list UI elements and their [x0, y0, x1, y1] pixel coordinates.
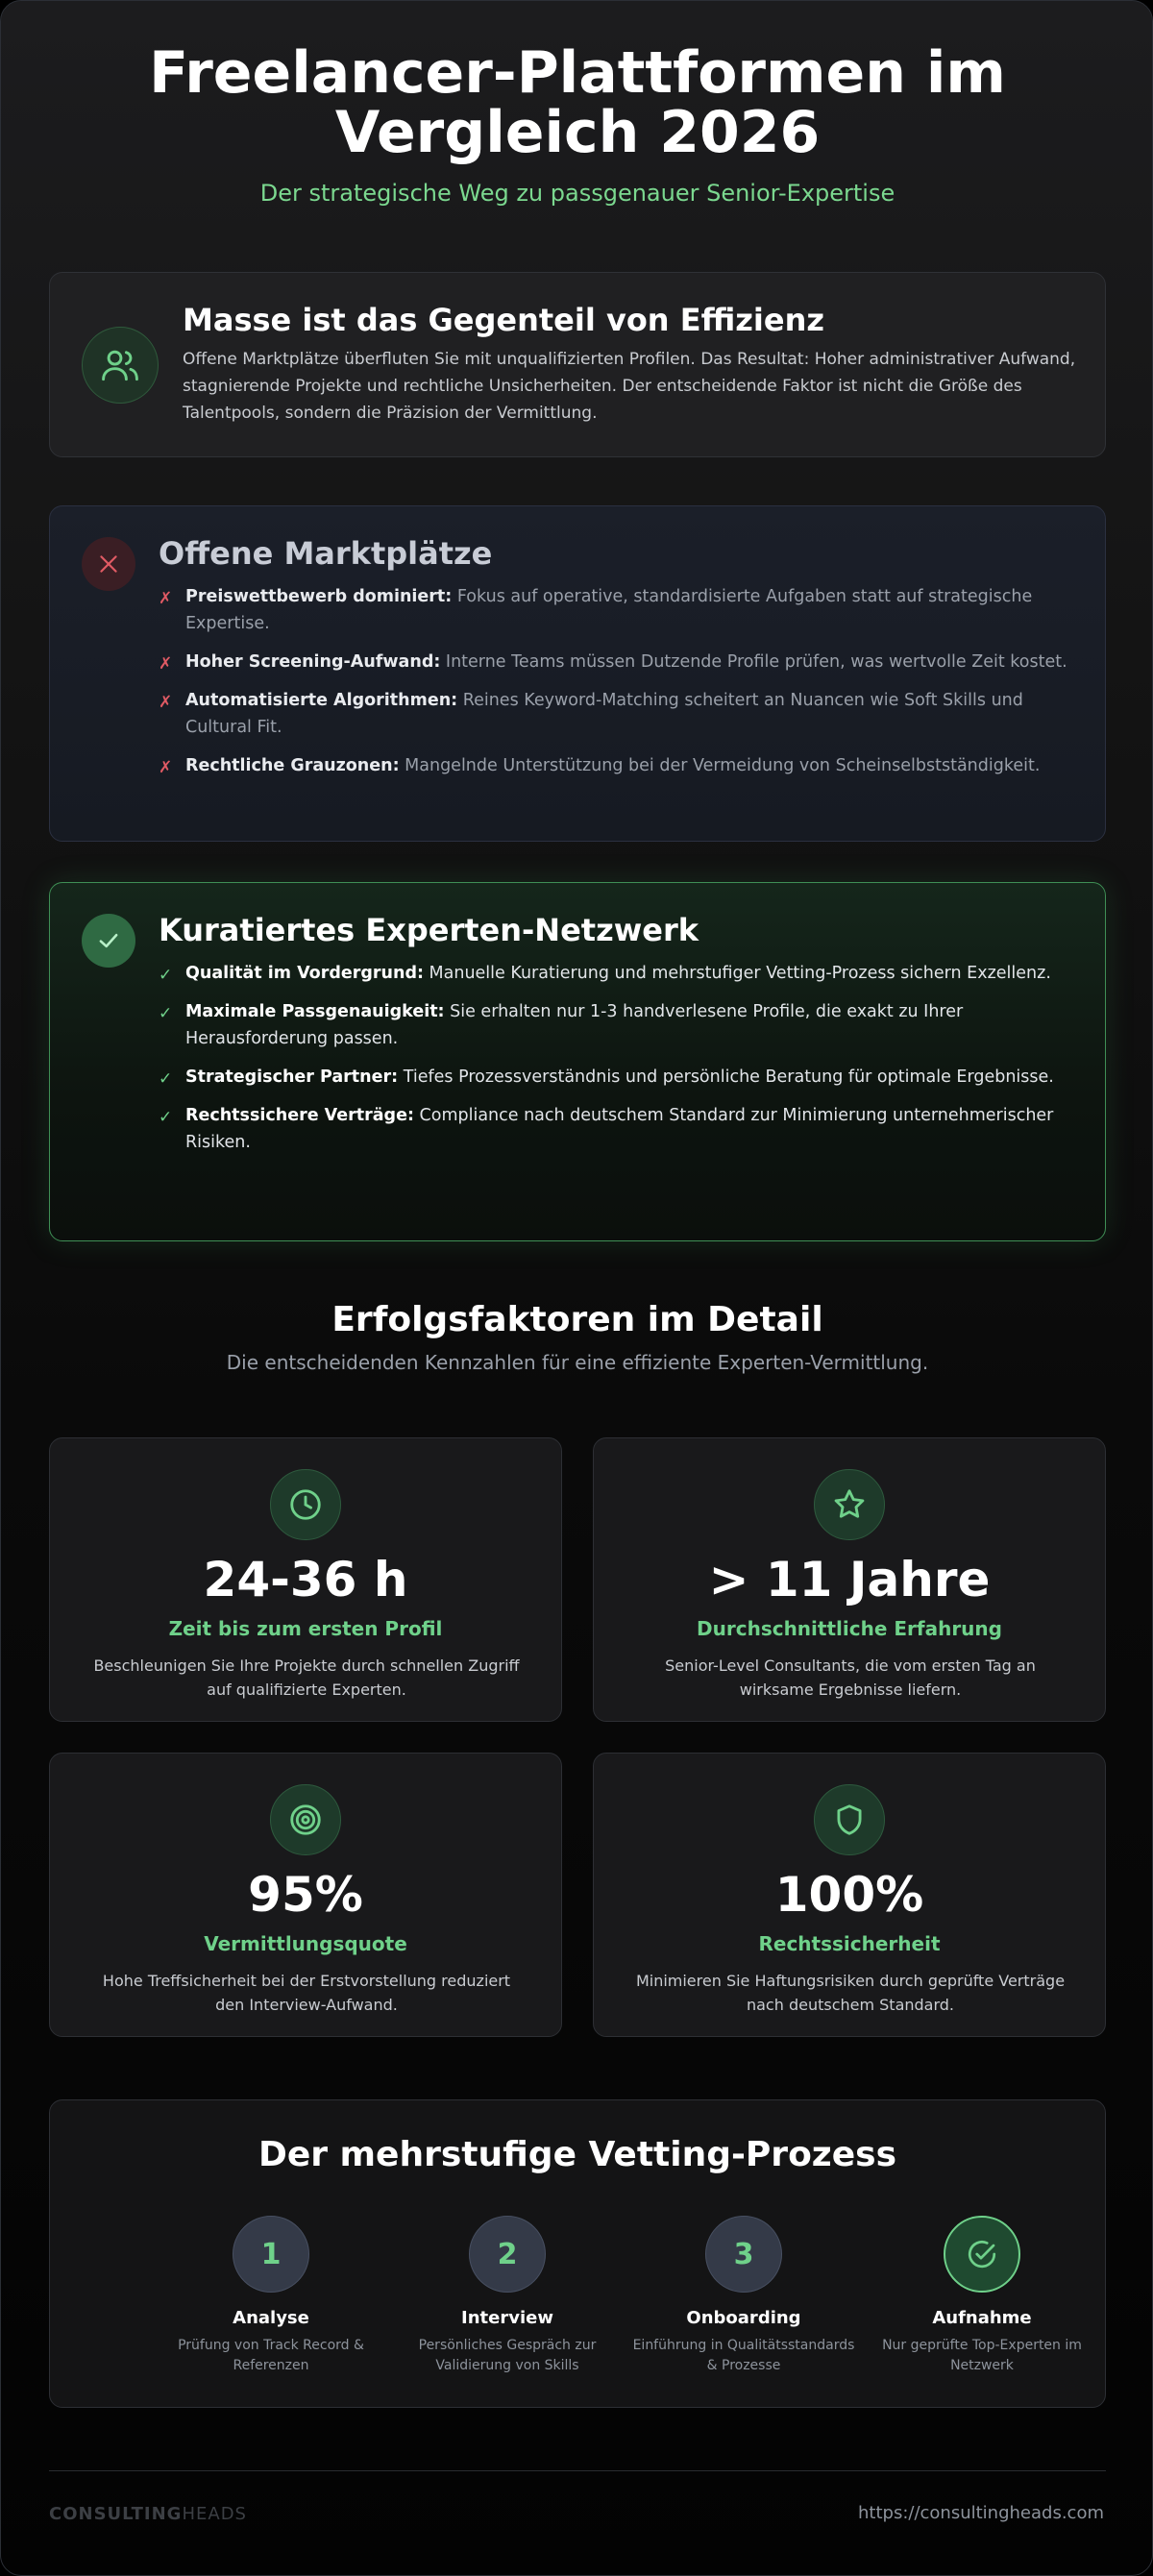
step-number: 2 — [469, 2216, 546, 2293]
stat-label: Rechtssicherheit — [758, 1932, 941, 1955]
list-item: ✓ Rechtssichere Verträge: Compliance nach deutschem Standard zur Minimierung unternehmerischer Risiken. — [159, 1106, 1054, 1152]
list-item: ✓ Maximale Passgenauigkeit: Sie erhalten nur 1-3 handverlesene Profile, die exakt zu Ihrer Herausforderung passen. — [159, 1002, 964, 1048]
footer-url-link[interactable]: https://consultingheads.com — [858, 2503, 1104, 2523]
users-icon — [82, 327, 159, 404]
stat-description: Senior-Level Consultants, die vom ersten Tag an wirksame Ergebnisse liefern. — [665, 1656, 1036, 1699]
intro-card — [49, 272, 1106, 457]
step-description: Persönliches Gespräch zur Validierung von Skills — [418, 2338, 597, 2373]
x-icon — [82, 537, 135, 591]
step-name: Interview — [461, 2308, 553, 2328]
vetting-process-card — [49, 2099, 1106, 2408]
step-name: Aufnahme — [932, 2308, 1032, 2328]
stat-description: Minimieren Sie Haftungsrisiken durch geprüfte Verträge nach deutschem Standard. — [635, 1972, 1066, 2014]
page-title: Freelancer-Plattformen im Vergleich 2026 — [149, 39, 1006, 166]
check-mark-icon: ✓ — [159, 1004, 173, 1023]
check-badge-icon — [944, 2216, 1020, 2293]
cross-mark-icon: ✗ — [159, 758, 173, 777]
stat-card-experience — [593, 1437, 1106, 1722]
stat-value: > 11 Jahre — [708, 1552, 991, 1607]
stat-label: Durchschnittliche Erfahrung — [697, 1617, 1002, 1640]
open-market-heading: Offene Marktplätze — [159, 535, 493, 572]
curated-network-card — [49, 882, 1106, 1241]
stat-description: Hohe Treffsicherheit bei der Erstvorstellung reduziert den Interview-Aufwand. — [102, 1972, 511, 2014]
process-heading: Der mehrstufige Vetting-Prozess — [258, 2135, 897, 2174]
list-item: ✓ Strategischer Partner: Tiefes Prozessverständnis und persönliche Beratung für optimale Ergebnisse. — [159, 1064, 1081, 1091]
process-step-analyse — [156, 2216, 386, 2376]
process-step-onboarding — [628, 2216, 859, 2376]
page-subtitle: Der strategische Weg zu passgenauer Senior-Expertise — [259, 180, 895, 207]
list-item: ✗ Automatisierte Algorithmen: Reines Keyword-Matching scheitert an Nuancen wie Soft Skills und Cultural Fit. — [159, 691, 1023, 737]
check-icon — [82, 914, 135, 968]
stat-description: Beschleunigen Sie Ihre Projekte durch schnellen Zugriff auf qualifizierte Experten. — [93, 1656, 520, 1699]
footer-divider — [49, 2470, 1106, 2471]
step-number: 3 — [705, 2216, 782, 2293]
step-number: 1 — [233, 2216, 309, 2293]
cross-mark-icon: ✗ — [159, 589, 173, 608]
process-step-aufnahme — [867, 2216, 1097, 2376]
step-description: Prüfung von Track Record & Referenzen — [178, 2338, 364, 2373]
check-mark-icon: ✓ — [159, 966, 173, 985]
process-step-interview — [392, 2216, 623, 2376]
intro-heading: Masse ist das Gegenteil von Effizienz — [183, 302, 824, 338]
curated-list — [159, 960, 1081, 1167]
check-mark-icon: ✓ — [159, 1069, 173, 1089]
list-item: ✓ Qualität im Vordergrund: Manuelle Kuratierung und mehrstufiger Vetting-Prozess sichern Exzellenz. — [159, 960, 1081, 987]
factors-heading: Erfolgsfaktoren im Detail — [331, 1300, 823, 1339]
star-icon — [814, 1469, 885, 1540]
check-mark-icon: ✓ — [159, 1108, 173, 1127]
step-description: Nur geprüfte Top-Experten im Netzwerk — [882, 2338, 1082, 2373]
factors-subheading: Die entscheidenden Kennzahlen für eine effiziente Experten-Vermittlung. — [226, 1351, 929, 1374]
cross-mark-icon: ✗ — [159, 693, 173, 712]
stat-card-time — [49, 1437, 562, 1722]
list-item: ✗ Preiswettbewerb dominiert: Fokus auf operative, standardisierte Aufgaben statt auf strategische Expertise. — [159, 587, 1033, 633]
stat-card-placement-rate — [49, 1753, 562, 2037]
footer-logo: CONSULTINGHEADS — [49, 2504, 247, 2524]
cross-mark-icon: ✗ — [159, 654, 173, 674]
stat-value: 24-36 h — [203, 1552, 408, 1607]
stat-label: Vermittlungsquote — [204, 1932, 407, 1955]
stat-card-legal-security — [593, 1753, 1106, 2037]
stat-value: 100% — [774, 1867, 924, 1923]
clock-icon — [270, 1469, 341, 1540]
step-name: Onboarding — [686, 2308, 801, 2328]
stat-value: 95% — [248, 1867, 363, 1923]
step-name: Analyse — [233, 2308, 309, 2328]
step-description: Einführung in Qualitätsstandards & Prozesse — [632, 2338, 855, 2373]
curated-heading: Kuratiertes Experten-Netzwerk — [159, 912, 699, 948]
stat-label: Zeit bis zum ersten Profil — [168, 1617, 443, 1640]
list-item: ✗ Hoher Screening-Aufwand: Interne Teams müssen Dutzende Profile prüfen, was wertvolle Zeit kostet. — [159, 649, 1081, 675]
open-market-list — [159, 583, 1081, 791]
target-icon — [270, 1784, 341, 1855]
intro-text: Offene Marktplätze überfluten Sie mit unqualifizierten Profilen. Das Resultat: Hoher administrativer Aufwand, stagnierende Projekte und rechtliche Unsicherheiten. Der entscheidende Faktor ist nicht die Größe des Talentpools, sondern die Präzision der Vermittlung. — [183, 350, 1076, 423]
open-market-card — [49, 505, 1106, 842]
shield-icon — [814, 1784, 885, 1855]
list-item: ✗ Rechtliche Grauzonen: Mangelnde Unterstützung bei der Vermeidung von Scheinselbstständigkeit. — [159, 752, 1081, 779]
